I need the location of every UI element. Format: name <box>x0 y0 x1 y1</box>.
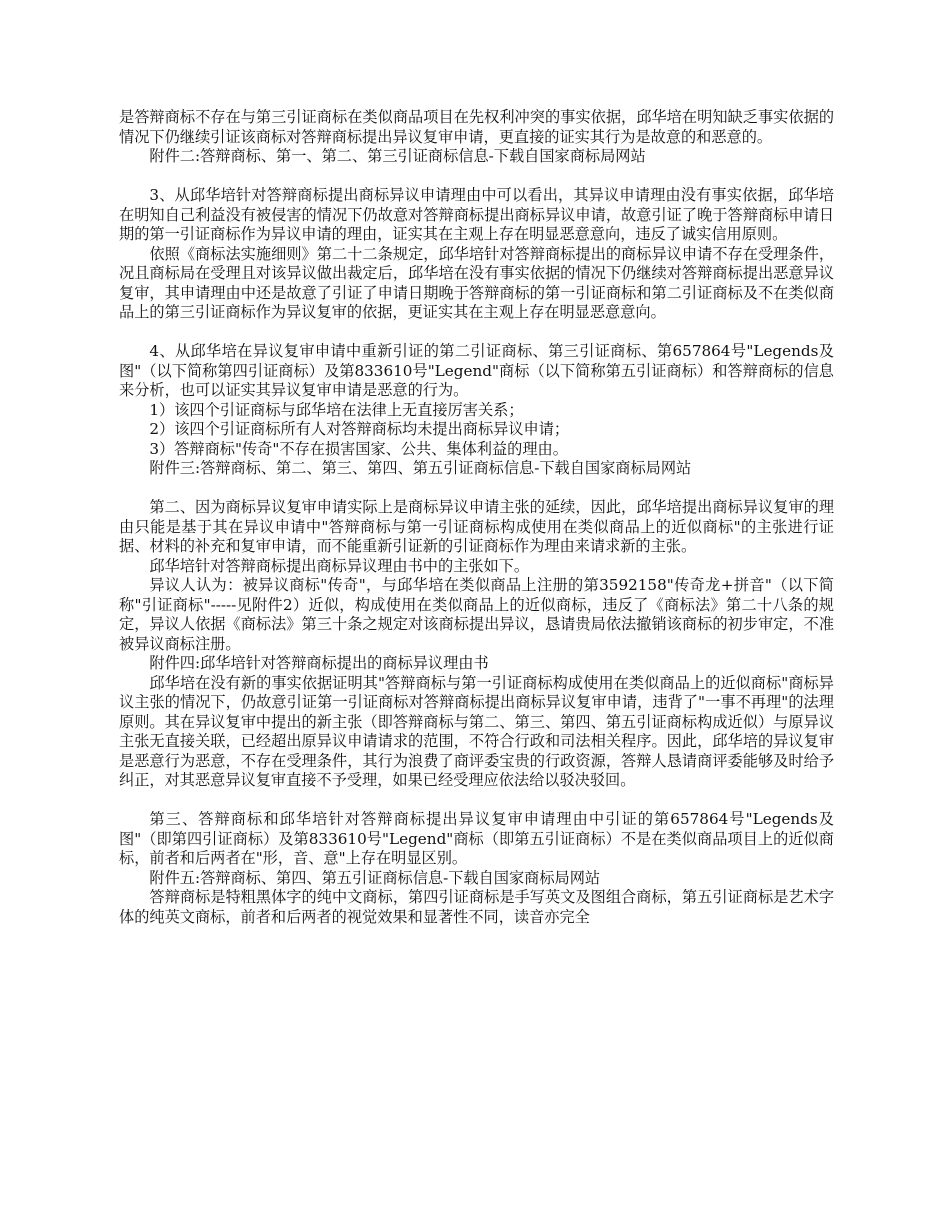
attachment-2-note: 附件二:答辩商标、第一、第二、第三引证商标信息-下载自国家商标局网站 <box>149 147 646 165</box>
list-item-2: 2）该四个引证商标所有人对答辩商标均未提出商标异议申请； <box>149 420 570 438</box>
paragraph-gap <box>119 479 834 499</box>
paragraph-visual-comparison: 答辩商标是特粗黑体字的纯中文商标，第四引证商标是手写英文及图组合商标，第五引证商标是艺术字体的纯英文商标，前者和后两者的视觉效果和显著性不同，读音亦完全 <box>119 888 834 926</box>
list-item-1: 1）该四个引证商标与邱华培在法律上无直接厉害关系； <box>149 400 524 419</box>
attachment-5-note: 附件五:答辩商标、第四、第五引证商标信息-下载自国家商标局网站 <box>149 868 601 887</box>
paragraph-gap <box>119 323 834 343</box>
paragraph-section-2: 第二、因为商标异议复审申请实际上是商标异议申请主张的延续，因此，邱华培提出商标异议复审的理由只能是基于其在异议申请中"答辩商标与第一引证商标构成使用在类似商品上的近似商标"的主张进行证据、材料的补充和复审申请，而不能重新引证新的引证商标作为理由来请求新的主张。 <box>119 498 834 555</box>
paragraph-continuation: 是答辩商标不存在与第三引证商标在类似商品项目在先权利冲突的事实依据，邱华培在明知缺乏事实依据的情况下仍继续引证该商标对答辩商标提出异议复审申请，更直接的证实其行为是故意的和恶意的。 <box>119 108 834 146</box>
document-page <box>119 108 834 927</box>
attachment-3-note: 附件三:答辩商标、第二、第三、第四、第五引证商标信息-下载自国家商标局网站 <box>149 459 692 477</box>
paragraph-point-4: 4、从邱华培在异议复审申请中重新引证的第二引证商标、第三引证商标、第657864号"Legends及图"（以下简称第四引证商标）及第833610号"Legend"商标（以下简称第五引证商标）和答辩商标的信息来分析，也可以证实其异议复审申请是恶意的行为。 <box>119 342 834 399</box>
list-item-3: 3）答辩商标"传奇"不存在损害国家、公共、集体利益的理由。 <box>149 439 568 458</box>
paragraph-gap <box>119 167 834 187</box>
attachment-4-note: 附件四:邱华培针对答辩商标提出的商标异议理由书 <box>149 654 489 672</box>
paragraph-point-3: 3、从邱华培针对答辩商标提出商标异议申请理由中可以看出，其异议申请理由没有事实依据，邱华培在明知自己利益没有被侵害的情况下仍故意对答辩商标提出商标异议申请，故意引证了晚于答辩商标申请日期的第一引证商标作为异议申请的理由，证实其在主观上存在明显恶意意向，违反了诚实信用原则。 <box>119 186 834 243</box>
paragraph-claim-intro: 邱华培针对答辩商标提出商标异议理由书中的主张如下。 <box>149 556 530 575</box>
paragraph-section-3: 第三、答辩商标和邱华培针对答辩商标提出异议复审申请理由中引证的第657864号"Legends及图"（即第四引证商标）及第833610号"Legend"商标（即第五引证商标）不是在类似商品项目上的近似商标，前者和后两者在"形，音、意"上存在明显区别。 <box>119 810 834 867</box>
paragraph-gap <box>119 791 834 811</box>
paragraph-objector-claim: 异议人认为：被异议商标"传奇"，与邱华培在类似商品上注册的第3592158"传奇龙+拼音"（以下简称"引证商标"-----见附件2）近似，构成使用在类似商品上的近似商标，违反了《商标法》第二十八条的规定，异议人依据《商标法》第三十条之规定对该商标提出异议，恳请贵局依法撤销该商标的初步审定，不准被异议商标注册。 <box>119 576 834 653</box>
paragraph-regulation: 依照《商标法实施细则》第二十二条规定，邱华培针对答辩商标提出的商标异议申请不存在受理条件，况且商标局在受理且对该异议做出裁定后，邱华培在没有事实依据的情况下仍继续对答辩商标提出恶意异议复审，其申请理由中还是故意了引证了申请日期晚于答辩商标的第一引证商标和第二引证商标及不在类似商品上的第三引证商标作为异议复审的依据，更证实其在主观上存在明显恶意意向。 <box>119 244 834 321</box>
paragraph-no-new-evidence: 邱华培在没有新的事实依据证明其"答辩商标与第一引证商标构成使用在类似商品上的近似商标"商标异议主张的情况下，仍故意引证第一引证商标对答辩商标提出商标异议复审申请，违背了"一事不再理"的法理原则。其在异议复审中提出的新主张（即答辩商标与第二、第三、第四、第五引证商标构成近似）与原异议主张无直接关联，已经超出原异议申请请求的范围，不符合行政和司法相关程序。因此，邱华培的异议复审是恶意行为恶意，不存在受理条件，其行为浪费了商评委宝贵的行政资源，答辩人恳请商评委能够及时给予纠正，对其恶意异议复审直接不予受理，如果已经受理应依法给以驳决驳回。 <box>119 673 834 789</box>
